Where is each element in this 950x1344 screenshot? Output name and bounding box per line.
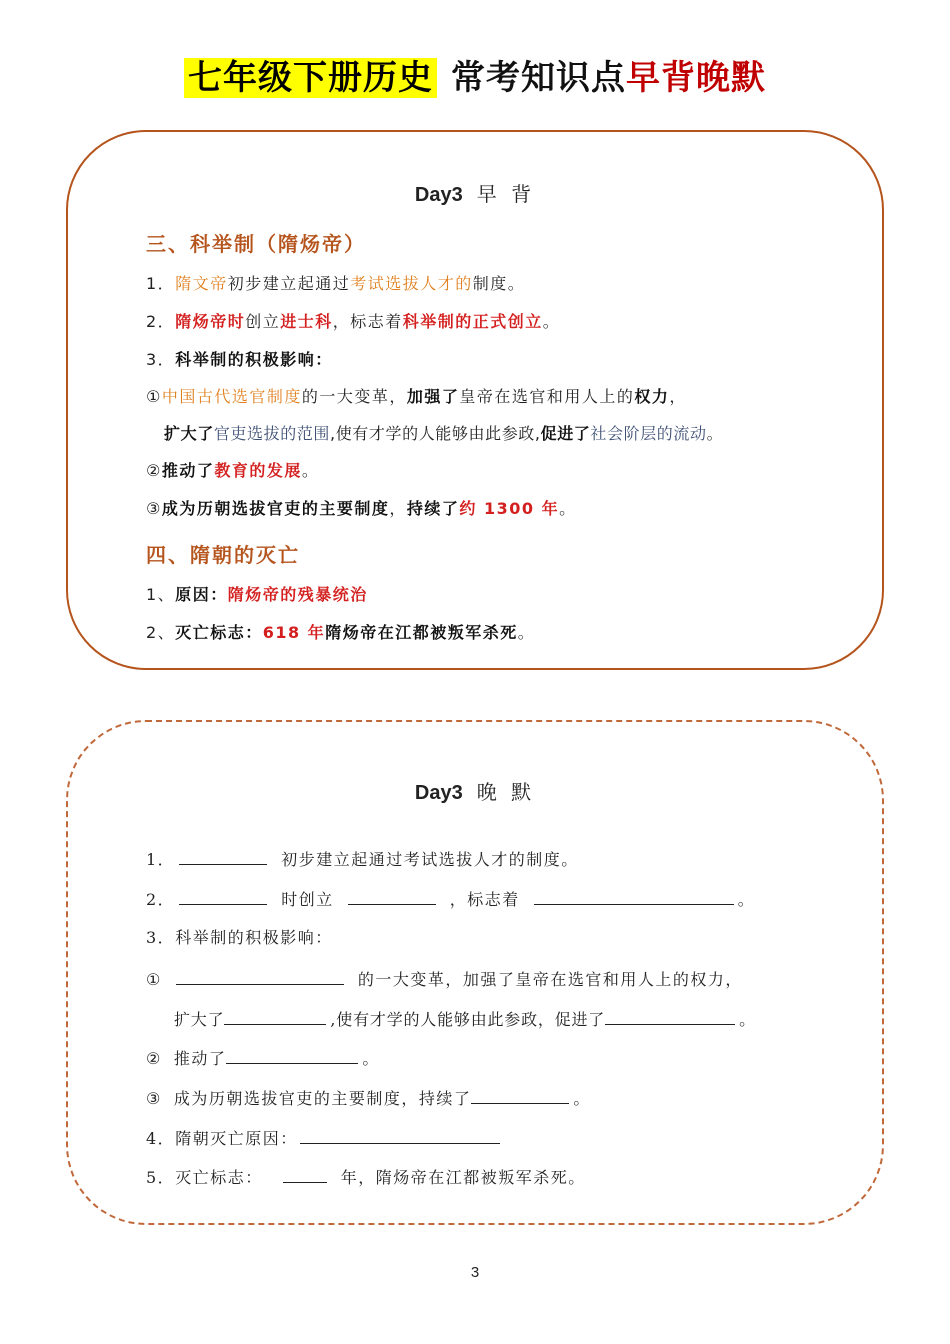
morning-line-8: [146, 583, 368, 607]
morning-card-title: [68, 178, 882, 207]
morning-line-1: [146, 272, 525, 296]
line-number: ③: [146, 1089, 162, 1108]
subheading: 科举制的积极影响：: [175, 350, 333, 369]
morning-card: [66, 130, 884, 670]
keyword: 科举制的正式创立: [402, 312, 543, 331]
keyword: 扩大了: [164, 424, 214, 443]
fill-blank[interactable]: [605, 1006, 735, 1025]
text: 的一大变革，加强了皇帝在选官和用人上的权力，: [357, 970, 743, 989]
text: 推动了: [173, 1049, 227, 1068]
line-number: 5．: [146, 1168, 176, 1187]
morning-line-2: [146, 310, 560, 334]
line-number: 1．: [146, 850, 176, 869]
text: ，: [669, 387, 687, 406]
keyword: 推动了: [161, 461, 215, 480]
evening-line-3: [146, 926, 333, 950]
fill-blank[interactable]: [226, 1045, 358, 1064]
evening-line-5: [174, 1006, 756, 1032]
text: 隋朝灭亡原因：: [175, 1129, 298, 1148]
text: 皇帝在选官和用人上的: [459, 387, 635, 406]
section-sui-fall: 四、隋朝的灭亡: [146, 543, 300, 567]
morning-line-6: [146, 459, 319, 483]
text: 创立: [245, 312, 281, 331]
keyword: 隋炀帝在江都被叛军杀死: [325, 623, 518, 642]
fill-blank[interactable]: [224, 1006, 326, 1025]
morning-day: Day3: [414, 184, 463, 206]
keyword: 社会阶层的流动: [590, 424, 707, 443]
text: 扩大了: [174, 1010, 225, 1029]
evening-line-1: [146, 846, 579, 872]
text: 。: [362, 1049, 380, 1068]
keyword: 教育的发展: [214, 461, 302, 480]
text: ，标志着: [449, 890, 520, 909]
evening-label: 晚 默: [476, 780, 536, 804]
keyword: 持续了: [406, 499, 460, 518]
keyword: 加强了: [406, 387, 460, 406]
title-middle: 常考知识点: [451, 58, 626, 98]
keyword: 隋炀帝的残暴统治: [227, 585, 368, 604]
text: 制度。: [472, 274, 526, 293]
evening-line-2: [146, 886, 755, 912]
text: 科举制的积极影响：: [175, 928, 333, 947]
line-number: 1、: [146, 585, 176, 604]
text: 初步建立起通过: [227, 274, 351, 293]
text: ，: [389, 499, 407, 518]
keyword: 考试选拔人才的: [350, 274, 473, 293]
text: 。: [542, 312, 561, 331]
fill-blank[interactable]: [471, 1085, 569, 1104]
evening-day: Day3: [414, 782, 463, 804]
evening-line-8: [146, 1125, 504, 1151]
text: 。: [706, 424, 724, 443]
text: 。: [739, 1010, 756, 1029]
line-number: 3．: [146, 350, 176, 369]
text: 时创立: [281, 890, 334, 909]
line-number: 2．: [146, 890, 176, 909]
morning-line-4: [146, 385, 687, 409]
evening-card: [66, 720, 884, 1225]
line-number: 3．: [146, 928, 176, 947]
keyword: 约 1300 年: [459, 499, 560, 518]
text: 成为历朝选拔官吏的主要制度，持续了: [173, 1089, 472, 1108]
line-number: 1．: [146, 274, 176, 293]
text: 。: [517, 623, 536, 642]
keyword: 中国古代选官制度: [161, 387, 302, 406]
keyword: 618 年: [262, 623, 326, 642]
page-title: [0, 52, 950, 104]
text: 。: [559, 499, 577, 518]
morning-line-3: [146, 348, 333, 372]
title-highlight: 七年级下册历史: [184, 58, 437, 98]
text: 的一大变革，: [301, 387, 407, 406]
keyword: 成为历朝选拔官吏的主要制度: [161, 499, 390, 518]
line-number: 2、: [146, 623, 176, 642]
keyword: 进士科: [280, 312, 333, 331]
evening-card-title: [68, 776, 882, 805]
fill-blank[interactable]: [283, 1164, 327, 1183]
evening-line-4: [146, 966, 743, 992]
keyword: 权力: [634, 387, 670, 406]
keyword: 隋炀帝时: [175, 312, 246, 331]
fill-blank[interactable]: [300, 1125, 500, 1144]
morning-line-9: [146, 621, 535, 645]
line-number: ①: [146, 387, 162, 406]
text: ,使有才学的人能够由此参政，促进了: [330, 1010, 606, 1029]
evening-line-9: [146, 1164, 586, 1190]
text: ,使有才学的人能够由此参政,: [330, 424, 541, 443]
keyword: 灭亡标志：: [175, 623, 263, 642]
line-number: 4．: [146, 1129, 176, 1148]
keyword: 原因：: [175, 585, 228, 604]
text: 初步建立起通过考试选拔人才的制度。: [281, 850, 579, 869]
morning-line-5: [164, 422, 723, 446]
line-number: ②: [146, 1049, 162, 1068]
fill-blank[interactable]: [179, 886, 267, 905]
evening-line-6: [146, 1045, 380, 1071]
text: 。: [573, 1089, 591, 1108]
text: 年，隋炀帝在江都被叛军杀死。: [340, 1168, 586, 1187]
section-keju: 三、科举制（隋炀帝）: [146, 232, 366, 256]
keyword: 官吏选拔的范围: [213, 424, 331, 443]
fill-blank[interactable]: [179, 846, 267, 865]
line-number: ②: [146, 461, 162, 480]
fill-blank[interactable]: [534, 886, 734, 905]
text: ，标志着: [332, 312, 403, 331]
text: 。: [737, 890, 756, 909]
line-number: 2．: [146, 312, 176, 331]
keyword: 隋文帝: [175, 274, 228, 293]
fill-blank[interactable]: [348, 886, 436, 905]
title-red: 早背晚默: [626, 58, 766, 98]
morning-label: 早 背: [476, 182, 536, 206]
text: 。: [301, 461, 320, 480]
line-number: ①: [146, 970, 162, 989]
fill-blank[interactable]: [176, 966, 344, 985]
text: 灭亡标志：: [175, 1168, 263, 1187]
line-number: ③: [146, 499, 162, 518]
evening-line-7: [146, 1085, 591, 1111]
page-number: 3: [470, 1264, 480, 1281]
morning-line-7: [146, 497, 577, 521]
keyword: 促进了: [540, 424, 591, 443]
